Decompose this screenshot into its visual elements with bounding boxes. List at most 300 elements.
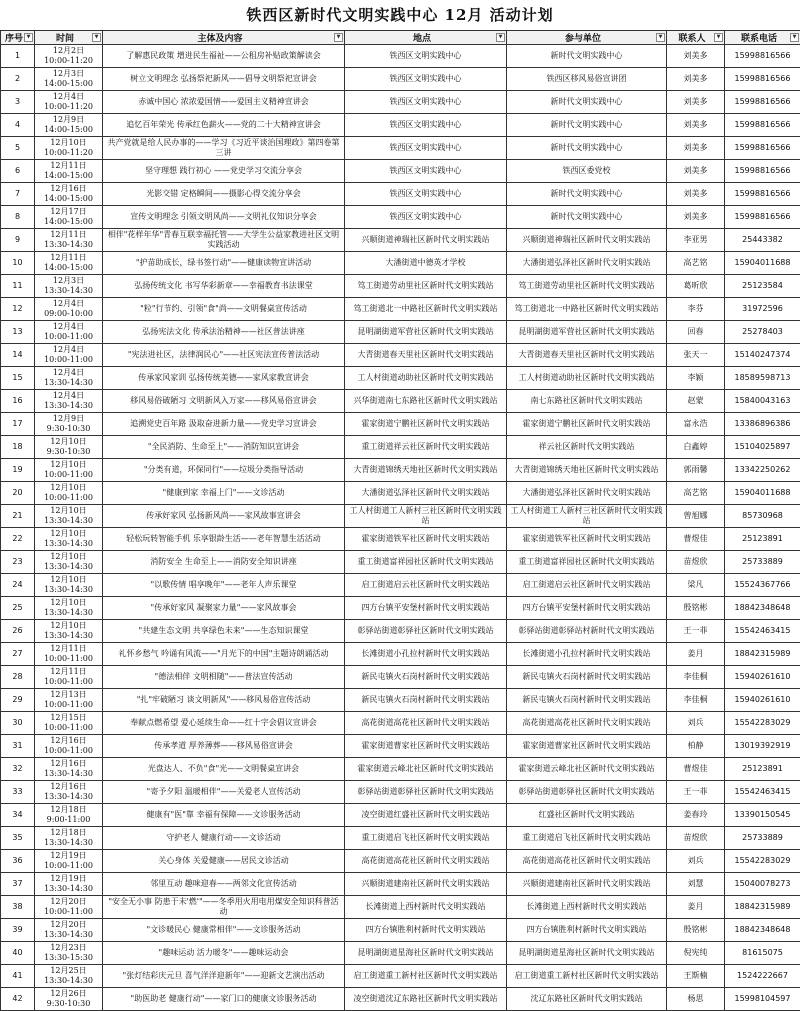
- location-cell: 工人村街道工人新村三社区新时代文明实践站: [345, 505, 507, 528]
- contact-cell: 柏静: [667, 735, 725, 758]
- date-text: 12月9日: [37, 115, 100, 125]
- table-row: [1, 229, 800, 252]
- location-cell: 启工街道重工新村社区新时代文明实践站: [345, 965, 507, 988]
- date-text: 12月11日: [37, 667, 100, 677]
- content-cell: 光盘达人、不负"食"光——文明餐桌宣讲会: [103, 758, 345, 781]
- filter-dropdown-icon[interactable]: ▼: [714, 33, 723, 42]
- filter-dropdown-icon[interactable]: ▼: [790, 33, 799, 42]
- time-range-text: 13:30-15:30: [37, 953, 100, 963]
- date-text: 12月3日: [37, 69, 100, 79]
- date-text: 12月19日: [37, 874, 100, 884]
- row-number-cell: 23: [1, 551, 35, 574]
- contact-cell: 刘美多: [667, 68, 725, 91]
- filter-dropdown-icon[interactable]: ▼: [334, 33, 343, 42]
- content-cell: 邻里互动 趣味迎春——两邻文化宣传活动: [103, 873, 345, 896]
- row-number-cell: 8: [1, 206, 35, 229]
- time-cell: [35, 850, 103, 873]
- content-cell: 消防安全 生命至上——消防安全知识讲座: [103, 551, 345, 574]
- time-range-text: 14:00-15:00: [37, 217, 100, 227]
- phone-cell: 15998816566: [725, 137, 800, 160]
- content-cell: 弘扬传统文化 书写华彩新章——幸福教育书法课堂: [103, 275, 345, 298]
- content-cell: 健康有"医"靠 幸福有保障——文诊服务活动: [103, 804, 345, 827]
- phone-cell: 18589598713: [725, 367, 800, 390]
- location-cell: 霍家街道云峰北社区新时代文明实践站: [345, 758, 507, 781]
- location-cell: 兴华街道南七东路社区新时代文明实践站: [345, 390, 507, 413]
- row-number-cell: 37: [1, 873, 35, 896]
- filter-dropdown-icon[interactable]: ▼: [24, 33, 33, 42]
- phone-cell: 15998816566: [725, 114, 800, 137]
- time-cell: [35, 965, 103, 988]
- header-location: [345, 31, 507, 45]
- table-row: [1, 321, 800, 344]
- content-cell: "共建生态文明 共享绿色未来"——生态知识课堂: [103, 620, 345, 643]
- unit-cell: 笃工街道北一中路社区新时代文明实践站: [507, 298, 667, 321]
- contact-cell: 李芬: [667, 298, 725, 321]
- time-range-text: 13:30-14:30: [37, 976, 100, 986]
- phone-cell: 15940261610: [725, 689, 800, 712]
- table-row: [1, 827, 800, 850]
- contact-cell: 刘兵: [667, 712, 725, 735]
- row-number-cell: 28: [1, 666, 35, 689]
- date-text: 12月10日: [37, 460, 100, 470]
- time-range-text: 13:30-14:30: [37, 286, 100, 296]
- unit-cell: 工人村街道动助社区新时代文明实践站: [507, 367, 667, 390]
- phone-cell: 15840043163: [725, 390, 800, 413]
- phone-cell: 15104025897: [725, 436, 800, 459]
- date-text: 12月10日: [37, 138, 100, 148]
- contact-cell: 高艺铭: [667, 252, 725, 275]
- date-text: 12月4日: [37, 299, 100, 309]
- location-cell: 凌空街道沈辽东路社区新时代文明实践站: [345, 988, 507, 1011]
- time-cell: [35, 712, 103, 735]
- contact-cell: 殷铭彬: [667, 597, 725, 620]
- row-number-cell: 21: [1, 505, 35, 528]
- unit-cell: 昆明湖街道星海社区新时代文明实践站: [507, 942, 667, 965]
- date-text: 12月4日: [37, 92, 100, 102]
- row-number-cell: 2: [1, 68, 35, 91]
- phone-cell: 15542463415: [725, 620, 800, 643]
- row-number-cell: 3: [1, 91, 35, 114]
- time-range-text: 14:00-15:00: [37, 171, 100, 181]
- time-cell: [35, 597, 103, 620]
- table-row: [1, 597, 800, 620]
- row-number-cell: 40: [1, 942, 35, 965]
- time-cell: [35, 390, 103, 413]
- date-text: 12月3日: [37, 276, 100, 286]
- contact-cell: 回春: [667, 321, 725, 344]
- time-range-text: 10:00-11:20: [37, 148, 100, 158]
- time-range-text: 10:00-11:00: [37, 746, 100, 756]
- location-cell: 铁西区文明实践中心: [345, 68, 507, 91]
- row-number-cell: 42: [1, 988, 35, 1011]
- content-cell: 礼怀乡愁气 吟诵有风流——"月光下的中国"主题诗朗诵活动: [103, 643, 345, 666]
- unit-cell: 兴顺街道神瑞社区新时代文明实践站: [507, 229, 667, 252]
- phone-cell: 15904011688: [725, 482, 800, 505]
- content-cell: "以歌传情 唱享晚年"——老年人声乐课堂: [103, 574, 345, 597]
- header-label: 联系电话: [741, 34, 777, 44]
- time-cell: [35, 252, 103, 275]
- row-number-cell: 20: [1, 482, 35, 505]
- date-text: 12月4日: [37, 345, 100, 355]
- content-cell: 守护老人 健康行动——文诊活动: [103, 827, 345, 850]
- contact-cell: 姜月: [667, 643, 725, 666]
- time-range-text: 13:30-14:30: [37, 792, 100, 802]
- location-cell: 重工街道祥云社区新时代文明实践站: [345, 436, 507, 459]
- phone-cell: 15998816566: [725, 68, 800, 91]
- content-cell: "文诊暖民心 健康常相伴"——文诊服务活动: [103, 919, 345, 942]
- unit-cell: 新民屯镇火石岗村新时代文明实践站: [507, 666, 667, 689]
- header-content: [103, 31, 345, 45]
- table-row: [1, 689, 800, 712]
- contact-cell: 倪宪纯: [667, 942, 725, 965]
- location-cell: 铁西区文明实践中心: [345, 137, 507, 160]
- time-range-text: 14:00-15:00: [37, 263, 100, 273]
- date-text: 12月4日: [37, 368, 100, 378]
- time-range-text: 10:00-11:00: [37, 332, 100, 342]
- time-cell: [35, 574, 103, 597]
- phone-cell: 13386896386: [725, 413, 800, 436]
- table-row: [1, 45, 800, 68]
- time-cell: [35, 91, 103, 114]
- unit-cell: 新时代文明实践中心: [507, 45, 667, 68]
- unit-cell: 四方台镇平安堡村新时代文明实践站: [507, 597, 667, 620]
- row-number-cell: 38: [1, 896, 35, 919]
- table-row: [1, 804, 800, 827]
- location-cell: 霍家街道曹家社区新时代文明实践站: [345, 735, 507, 758]
- unit-cell: 长滩街道小孔拉村新时代文明实践站: [507, 643, 667, 666]
- unit-cell: 高花街道高花社区新时代文明实践站: [507, 850, 667, 873]
- unit-cell: 四方台镇胜利村新时代文明实践站: [507, 919, 667, 942]
- date-text: 12月16日: [37, 736, 100, 746]
- content-cell: 弘扬宪法文化 传承法治精神——社区普法讲座: [103, 321, 345, 344]
- content-cell: 传承好家风 弘扬新风尚——家风故事宣讲会: [103, 505, 345, 528]
- time-range-text: 13:30-14:30: [37, 562, 100, 572]
- table-row: [1, 413, 800, 436]
- table-row: [1, 367, 800, 390]
- contact-cell: 高艺铭: [667, 482, 725, 505]
- unit-cell: 新时代文明实践中心: [507, 137, 667, 160]
- contact-cell: 刘美多: [667, 160, 725, 183]
- location-cell: 霍家街道铁军社区新时代文明实践站: [345, 528, 507, 551]
- table-row: [1, 666, 800, 689]
- phone-cell: 15524367766: [725, 574, 800, 597]
- row-number-cell: 17: [1, 413, 35, 436]
- phone-cell: 18842348648: [725, 919, 800, 942]
- unit-cell: 启工街道重工新村社区新时代文明实践站: [507, 965, 667, 988]
- time-cell: [35, 137, 103, 160]
- contact-cell: 李佳桐: [667, 689, 725, 712]
- content-cell: "趣味运动 活力暖冬"——趣味运动会: [103, 942, 345, 965]
- unit-cell: 昆明湖街道军营社区新时代文明实践站: [507, 321, 667, 344]
- unit-cell: 祥云社区新时代文明实践站: [507, 436, 667, 459]
- table-row: [1, 965, 800, 988]
- date-text: 12月18日: [37, 828, 100, 838]
- phone-cell: 15998104597: [725, 988, 800, 1011]
- header-label: 联系人: [678, 34, 705, 44]
- unit-cell: 启工街道启云社区新时代文明实践站: [507, 574, 667, 597]
- row-number-cell: 16: [1, 390, 35, 413]
- contact-cell: 张天一: [667, 344, 725, 367]
- location-cell: 新民屯镇火石岗村新时代文明实践站: [345, 666, 507, 689]
- time-range-text: 13:30-14:30: [37, 884, 100, 894]
- location-cell: 彰驿站街道彰驿社区新时代文明实践站: [345, 620, 507, 643]
- table-row: [1, 758, 800, 781]
- table-row: [1, 505, 800, 528]
- phone-cell: 15140247374: [725, 344, 800, 367]
- time-cell: [35, 183, 103, 206]
- unit-cell: 重工街道富祥园社区新时代文明实践站: [507, 551, 667, 574]
- contact-cell: 刘美多: [667, 114, 725, 137]
- location-cell: 昆明湖街道军营社区新时代文明实践站: [345, 321, 507, 344]
- contact-cell: 曹煜佳: [667, 528, 725, 551]
- row-number-cell: 4: [1, 114, 35, 137]
- table-row: [1, 91, 800, 114]
- content-cell: 宣传文明理念 引领文明风尚——文明礼仪知识分享会: [103, 206, 345, 229]
- contact-cell: 姜春玲: [667, 804, 725, 827]
- unit-cell: 霍家街道曹家社区新时代文明实践站: [507, 735, 667, 758]
- contact-cell: 刘兵: [667, 850, 725, 873]
- header-time: [35, 31, 103, 45]
- contact-cell: 殷铭彬: [667, 919, 725, 942]
- time-cell: [35, 620, 103, 643]
- phone-cell: 18842315989: [725, 896, 800, 919]
- phone-cell: 13019392919: [725, 735, 800, 758]
- table-body: [1, 45, 800, 1011]
- contact-cell: 姜月: [667, 896, 725, 919]
- unit-cell: 兴顺街道建南社区新时代文明实践站: [507, 873, 667, 896]
- content-cell: "扎"牢破陋习 谈文明新风"——移风易俗宣传活动: [103, 689, 345, 712]
- unit-cell: 沈辽东路社区新时代文明实践站: [507, 988, 667, 1011]
- time-cell: [35, 275, 103, 298]
- time-range-text: 13:30-14:30: [37, 838, 100, 848]
- row-number-cell: 25: [1, 597, 35, 620]
- location-cell: 长滩街道上西村新时代文明实践站: [345, 896, 507, 919]
- unit-cell: 新时代文明实践中心: [507, 183, 667, 206]
- time-cell: [35, 68, 103, 91]
- time-range-text: 13:30-14:30: [37, 769, 100, 779]
- time-cell: [35, 942, 103, 965]
- time-range-text: 10:00-11:00: [37, 470, 100, 480]
- content-cell: "全民消防、生命至上"——消防知识宣讲会: [103, 436, 345, 459]
- location-cell: 大青街道春天里社区新时代文明实践站: [345, 344, 507, 367]
- phone-cell: 15998816566: [725, 45, 800, 68]
- date-text: 12月17日: [37, 207, 100, 217]
- phone-cell: 25123891: [725, 758, 800, 781]
- content-cell: 追忆百年荣光 传承红色薪火——党的二十大精神宣讲会: [103, 114, 345, 137]
- time-range-text: 13:30-14:30: [37, 240, 100, 250]
- time-cell: [35, 45, 103, 68]
- header-label: 时间: [56, 34, 74, 44]
- content-cell: 相伴"花样年华"青春互联幸福托管——大学生公益家教进社区文明实践活动: [103, 229, 345, 252]
- header-label: 参与单位: [565, 34, 601, 44]
- table-row: [1, 643, 800, 666]
- content-cell: 光影交错 定格瞬间——摄影心得交流分享会: [103, 183, 345, 206]
- contact-cell: 梁凡: [667, 574, 725, 597]
- table-header-row: [1, 31, 800, 45]
- time-range-text: 09:00-10:00: [37, 309, 100, 319]
- table-row: [1, 942, 800, 965]
- content-cell: "助医助老 健康行动"——家门口的健康文诊服务活动: [103, 988, 345, 1011]
- location-cell: 大潘街道弘泽社区新时代文明实践站: [345, 482, 507, 505]
- location-cell: 兴顺街道建南社区新时代文明实践站: [345, 873, 507, 896]
- location-cell: 铁西区文明实践中心: [345, 160, 507, 183]
- unit-cell: 大潘街道弘泽社区新时代文明实践站: [507, 252, 667, 275]
- content-cell: "粒"行节约、引领"食"尚——文明餐桌宣传活动: [103, 298, 345, 321]
- date-text: 12月13日: [37, 690, 100, 700]
- row-number-cell: 26: [1, 620, 35, 643]
- row-number-cell: 34: [1, 804, 35, 827]
- phone-cell: 15998816566: [725, 206, 800, 229]
- table-row: [1, 781, 800, 804]
- header-label: 地点: [413, 34, 431, 44]
- table-row: [1, 896, 800, 919]
- unit-cell: 大潘街道弘泽社区新时代文明实践站: [507, 482, 667, 505]
- table-row: [1, 298, 800, 321]
- location-cell: 铁西区文明实践中心: [345, 45, 507, 68]
- phone-cell: 13390150545: [725, 804, 800, 827]
- table-row: [1, 68, 800, 91]
- phone-cell: 25123891: [725, 528, 800, 551]
- date-text: 12月15日: [37, 713, 100, 723]
- page-title: 铁西区新时代文明实践中心 12月 活动计划: [0, 0, 800, 30]
- contact-cell: 杨思: [667, 988, 725, 1011]
- location-cell: 笃工街道北一中路社区新时代文明实践站: [345, 298, 507, 321]
- content-cell: 共产党就是给人民办事的——学习《习近平谈治国理政》第四卷第三讲: [103, 137, 345, 160]
- phone-cell: 25733889: [725, 551, 800, 574]
- content-cell: 关心身体 关爱健康——居民文诊活动: [103, 850, 345, 873]
- location-cell: 工人村街道动助社区新时代文明实践站: [345, 367, 507, 390]
- contact-cell: 赵蒙: [667, 390, 725, 413]
- header-label: 主体及内容: [197, 34, 242, 44]
- time-range-text: 9:30-10:30: [37, 447, 100, 457]
- row-number-cell: 32: [1, 758, 35, 781]
- contact-cell: 苗煜欣: [667, 551, 725, 574]
- time-range-text: 10:00-11:20: [37, 102, 100, 112]
- date-text: 12月10日: [37, 598, 100, 608]
- content-cell: 传承家风家训 弘扬传统美德——家风家教宣讲会: [103, 367, 345, 390]
- table-row: [1, 528, 800, 551]
- time-cell: [35, 321, 103, 344]
- location-cell: 四方台镇胜利村新时代文明实践站: [345, 919, 507, 942]
- contact-cell: 刘慧: [667, 873, 725, 896]
- unit-cell: 新时代文明实践中心: [507, 206, 667, 229]
- row-number-cell: 19: [1, 459, 35, 482]
- date-text: 12月10日: [37, 483, 100, 493]
- contact-cell: 王一菲: [667, 781, 725, 804]
- date-text: 12月10日: [37, 621, 100, 631]
- header-contact: [667, 31, 725, 45]
- contact-cell: 富永浩: [667, 413, 725, 436]
- location-cell: 长滩街道小孔拉村新时代文明实践站: [345, 643, 507, 666]
- date-text: 12月10日: [37, 506, 100, 516]
- table-row: [1, 919, 800, 942]
- phone-cell: 15542283029: [725, 712, 800, 735]
- time-range-text: 9:30-10:30: [37, 424, 100, 434]
- header-unit: [507, 31, 667, 45]
- contact-cell: 刘美多: [667, 137, 725, 160]
- time-cell: [35, 505, 103, 528]
- unit-cell: 工人村街道工人新村三社区新时代文明实践站: [507, 505, 667, 528]
- date-text: 12月11日: [37, 230, 100, 240]
- phone-cell: 13342250262: [725, 459, 800, 482]
- table-row: [1, 436, 800, 459]
- row-number-cell: 30: [1, 712, 35, 735]
- filter-dropdown-icon[interactable]: ▼: [496, 33, 505, 42]
- phone-cell: 15940261610: [725, 666, 800, 689]
- header-phone: [725, 31, 800, 45]
- filter-dropdown-icon[interactable]: ▼: [92, 33, 101, 42]
- phone-cell: 15904011688: [725, 252, 800, 275]
- content-cell: "传承好家风 凝聚家力量"——家风故事会: [103, 597, 345, 620]
- date-text: 12月26日: [37, 989, 100, 999]
- contact-cell: 李颖: [667, 367, 725, 390]
- time-range-text: 10:00-11:00: [37, 700, 100, 710]
- location-cell: 彰驿站街道彰驿社区新时代文明实践站: [345, 781, 507, 804]
- unit-cell: 霍家街道宁鹏社区新时代文明实践站: [507, 413, 667, 436]
- time-cell: [35, 896, 103, 919]
- activity-table: [0, 30, 800, 1011]
- unit-cell: 高花街道高花社区新时代文明实践站: [507, 712, 667, 735]
- table-row: [1, 390, 800, 413]
- row-number-cell: 9: [1, 229, 35, 252]
- table-row: [1, 459, 800, 482]
- time-range-text: 10:00-11:20: [37, 56, 100, 66]
- table-row: [1, 482, 800, 505]
- table-row: [1, 574, 800, 597]
- unit-cell: 彰驿站街道彰驿站村新时代文明实践站: [507, 620, 667, 643]
- content-cell: "分类有道，环保同行"——垃圾分类指导活动: [103, 459, 345, 482]
- time-cell: [35, 344, 103, 367]
- contact-cell: 曹煜佳: [667, 758, 725, 781]
- date-text: 12月19日: [37, 851, 100, 861]
- table-row: [1, 252, 800, 275]
- table-row: [1, 850, 800, 873]
- table-row: [1, 275, 800, 298]
- contact-cell: 郭雨馨: [667, 459, 725, 482]
- table-row: [1, 160, 800, 183]
- time-cell: [35, 206, 103, 229]
- contact-cell: 葛昕欣: [667, 275, 725, 298]
- location-cell: 大潘街道中德英才学校: [345, 252, 507, 275]
- location-cell: 大青街道锦绣天地社区新时代文明实践站: [345, 459, 507, 482]
- filter-dropdown-icon[interactable]: ▼: [656, 33, 665, 42]
- contact-cell: 王斯楠: [667, 965, 725, 988]
- content-cell: "寄予夕阳 温暖相伴"——关爱老人宣传活动: [103, 781, 345, 804]
- unit-cell: 铁西区委党校: [507, 160, 667, 183]
- table-row: [1, 114, 800, 137]
- time-range-text: 13:30-14:30: [37, 608, 100, 618]
- unit-cell: 新民屯镇火石岗村新时代文明实践站: [507, 689, 667, 712]
- time-cell: [35, 551, 103, 574]
- row-number-cell: 33: [1, 781, 35, 804]
- header-no: [1, 31, 35, 45]
- date-text: 12月10日: [37, 552, 100, 562]
- time-cell: [35, 689, 103, 712]
- unit-cell: 霍家街道铁军社区新时代文明实践站: [507, 528, 667, 551]
- time-cell: [35, 459, 103, 482]
- row-number-cell: 29: [1, 689, 35, 712]
- row-number-cell: 22: [1, 528, 35, 551]
- date-text: 12月10日: [37, 529, 100, 539]
- row-number-cell: 10: [1, 252, 35, 275]
- time-cell: [35, 735, 103, 758]
- contact-cell: 白鑫婷: [667, 436, 725, 459]
- phone-cell: 15998816566: [725, 183, 800, 206]
- location-cell: 高花街道高花社区新时代文明实践站: [345, 712, 507, 735]
- time-range-text: 9:30-10:30: [37, 999, 100, 1009]
- location-cell: 昆明湖街道星海社区新时代文明实践站: [345, 942, 507, 965]
- time-cell: [35, 643, 103, 666]
